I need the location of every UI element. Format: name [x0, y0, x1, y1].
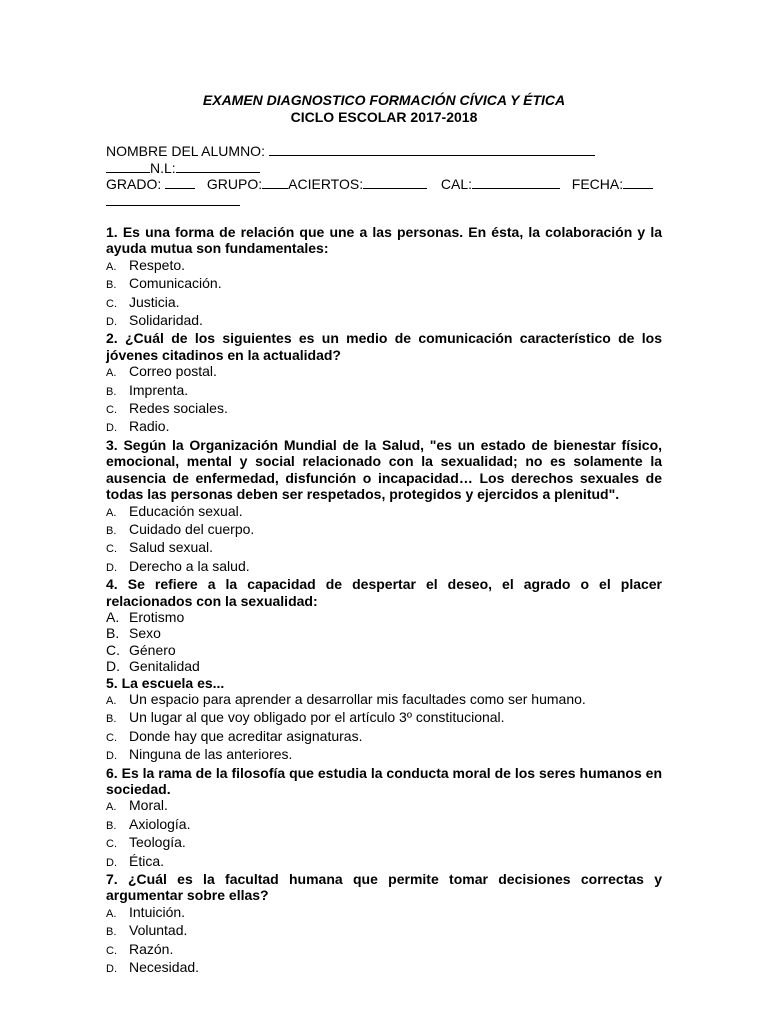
answer-option[interactable] [106, 503, 662, 521]
question-text [106, 224, 662, 257]
answer-option[interactable] [106, 658, 662, 674]
answer-option[interactable] [106, 816, 662, 834]
question-text [106, 437, 662, 503]
grade-field[interactable] [165, 176, 195, 189]
option-text: Respeto. [129, 256, 186, 273]
question-text [106, 330, 662, 363]
question-text [106, 576, 662, 609]
answer-option[interactable] [106, 904, 662, 922]
option-text: Ética. [129, 852, 165, 869]
answer-option[interactable] [106, 275, 662, 293]
option-letter: C. [106, 838, 117, 851]
question-list [106, 224, 662, 977]
option-letter: C. [106, 404, 117, 417]
exam-title: EXAMEN DIAGNOSTICO FORMACIÓN CÍVICA Y ÉTICA [202, 92, 566, 108]
answer-option[interactable] [106, 959, 662, 977]
answer-option[interactable] [106, 363, 662, 381]
question-item [106, 576, 662, 674]
question-item [106, 437, 662, 576]
option-letter: A. [106, 907, 117, 920]
option-text: Intuición. [129, 903, 186, 920]
option-text: Voluntad. [129, 922, 188, 939]
answer-option[interactable] [106, 709, 662, 727]
question-statement: Es una forma de relación que une a las personas. En ésta, la colaboración y la ayuda mutua son fundamentales: [106, 224, 663, 257]
option-text: Educación sexual. [129, 502, 243, 519]
option-letter: D. [106, 856, 117, 869]
option-letter: D. [106, 561, 117, 574]
option-letter: B. [106, 524, 117, 537]
student-info-form [106, 143, 666, 209]
nl-field[interactable] [176, 160, 260, 173]
exam-header [0, 92, 768, 125]
option-text: Comunicación. [129, 275, 222, 292]
option-letter: B. [106, 819, 117, 832]
answer-option[interactable] [106, 797, 662, 815]
option-text: Radio. [129, 418, 170, 435]
answer-option[interactable] [106, 400, 662, 418]
option-letter: D. [106, 963, 117, 976]
question-statement: La escuela es... [121, 674, 225, 691]
answer-option[interactable] [106, 728, 662, 746]
option-text: Redes sociales. [129, 400, 228, 417]
answer-option[interactable] [106, 609, 662, 625]
option-text: Salud sexual. [129, 539, 214, 556]
grade-row [106, 176, 666, 193]
date-label: FECHA: [571, 176, 624, 192]
answer-option[interactable] [106, 539, 662, 557]
option-text: Genitalidad [129, 658, 200, 675]
grade-label: GRADO: [106, 176, 162, 192]
option-letter: C. [106, 641, 120, 658]
option-text: Un lugar al que voy obligado por el artículo 3º constitucional. [129, 709, 505, 726]
group-label: GRUPO: [206, 176, 263, 192]
question-number: 5. [106, 674, 118, 691]
option-letter: C. [106, 297, 117, 310]
option-letter: C. [106, 543, 117, 556]
question-statement: Se refiere a la capacidad de despertar el deseo, el agrado o el placer relacionados con la sexualidad: [106, 576, 663, 609]
question-item [106, 871, 662, 977]
hits-field[interactable] [363, 176, 427, 189]
question-item [106, 765, 662, 871]
question-statement: ¿Cuál es la facultad humana que permite tomar decisiones correctas y argumentar sobre ellas? [106, 871, 663, 904]
question-number: 4. [106, 576, 118, 593]
option-text: Moral. [129, 797, 168, 814]
school-year: CICLO ESCOLAR 2017-2018 [290, 108, 478, 125]
question-number: 2. [106, 330, 118, 347]
option-letter: B. [106, 713, 117, 726]
date-field-continuation[interactable] [106, 193, 240, 206]
answer-option[interactable] [106, 625, 662, 641]
option-text: Justicia. [129, 293, 180, 310]
date-field[interactable] [623, 176, 653, 189]
score-label: CAL: [440, 176, 472, 192]
name-row [106, 143, 666, 160]
answer-option[interactable] [106, 642, 662, 658]
question-item [106, 330, 662, 436]
option-letter: D. [106, 750, 117, 763]
option-text: Necesidad. [129, 959, 200, 976]
option-letter: D. [106, 422, 117, 435]
option-text: Un espacio para aprender a desarrollar mis facultades como ser humano. [129, 690, 586, 707]
answer-option[interactable] [106, 521, 662, 539]
option-letter: B. [106, 926, 117, 939]
option-text: Imprenta. [129, 381, 189, 398]
question-text [106, 675, 662, 691]
answer-option[interactable] [106, 257, 662, 275]
option-letter: A. [106, 694, 117, 707]
option-letter: B. [106, 385, 117, 398]
option-letter: A. [106, 260, 117, 273]
option-text: Sexo [129, 625, 161, 642]
option-text: Solidaridad. [129, 312, 203, 329]
option-letter: A. [106, 506, 117, 519]
option-letter: A. [106, 367, 117, 380]
answer-option[interactable] [106, 853, 662, 871]
option-letter: C. [106, 944, 117, 957]
question-text [106, 871, 662, 904]
question-number: 6. [106, 764, 118, 781]
name-label: NOMBRE DEL ALUMNO: [106, 143, 265, 159]
question-statement: ¿Cuál de los siguientes es un medio de comunicación característico de los jóvenes citadinos en la actualidad? [106, 330, 663, 363]
answer-option[interactable] [106, 558, 662, 576]
question-text [106, 765, 662, 798]
answer-option[interactable] [106, 746, 662, 764]
option-text: Correo postal. [129, 363, 217, 380]
answer-option[interactable] [106, 294, 662, 312]
nl-label: N.L: [150, 159, 176, 176]
question-item [106, 675, 662, 765]
answer-option[interactable] [106, 834, 662, 852]
answer-option[interactable] [106, 691, 662, 709]
option-letter: B. [106, 279, 117, 292]
question-number: 7. [106, 871, 118, 888]
option-letter: D. [106, 658, 120, 675]
option-text: Cuidado del cuerpo. [129, 520, 255, 537]
option-text: Razón. [129, 940, 174, 957]
option-letter: C. [106, 731, 117, 744]
option-text: Teología. [129, 834, 186, 851]
name-field[interactable] [269, 143, 595, 156]
score-field[interactable] [472, 176, 560, 189]
answer-option[interactable] [106, 382, 662, 400]
option-text: Donde hay que acreditar asignaturas. [129, 727, 363, 744]
option-text: Ninguna de las anteriores. [129, 746, 293, 763]
group-field[interactable] [262, 176, 288, 189]
nl-prefix-line [106, 160, 150, 173]
option-text: Erotismo [129, 608, 185, 625]
option-letter: A. [106, 608, 120, 625]
option-text: Género [129, 641, 176, 658]
option-text: Axiología. [129, 815, 191, 832]
option-letter: D. [106, 316, 117, 329]
hits-label: ACIERTOS: [288, 176, 364, 192]
option-letter: A. [106, 801, 117, 814]
answer-option[interactable] [106, 312, 662, 330]
answer-option[interactable] [106, 941, 662, 959]
answer-option[interactable] [106, 922, 662, 940]
option-letter: B. [106, 625, 120, 642]
answer-option[interactable] [106, 418, 662, 436]
date-continuation-row [106, 193, 666, 210]
question-statement: Es la rama de la filosofía que estudia la conducta moral de los seres humanos en sociedad. [106, 764, 662, 797]
question-item [106, 224, 662, 330]
option-text: Derecho a la salud. [129, 557, 250, 574]
question-number: 3. [106, 436, 118, 453]
nl-row [106, 160, 666, 177]
question-number: 1. [106, 224, 118, 240]
question-statement: Según la Organización Mundial de la Salud, "es un estado de bienestar físico, emocional, mental y social relacionado con la sexualidad; no es solamente la ausencia de enfermedad, disfunción o incapacidad… Los derechos sexuales de todas las personas deben ser respetados, protegidos y ejercidos a plenitud". [106, 436, 663, 503]
